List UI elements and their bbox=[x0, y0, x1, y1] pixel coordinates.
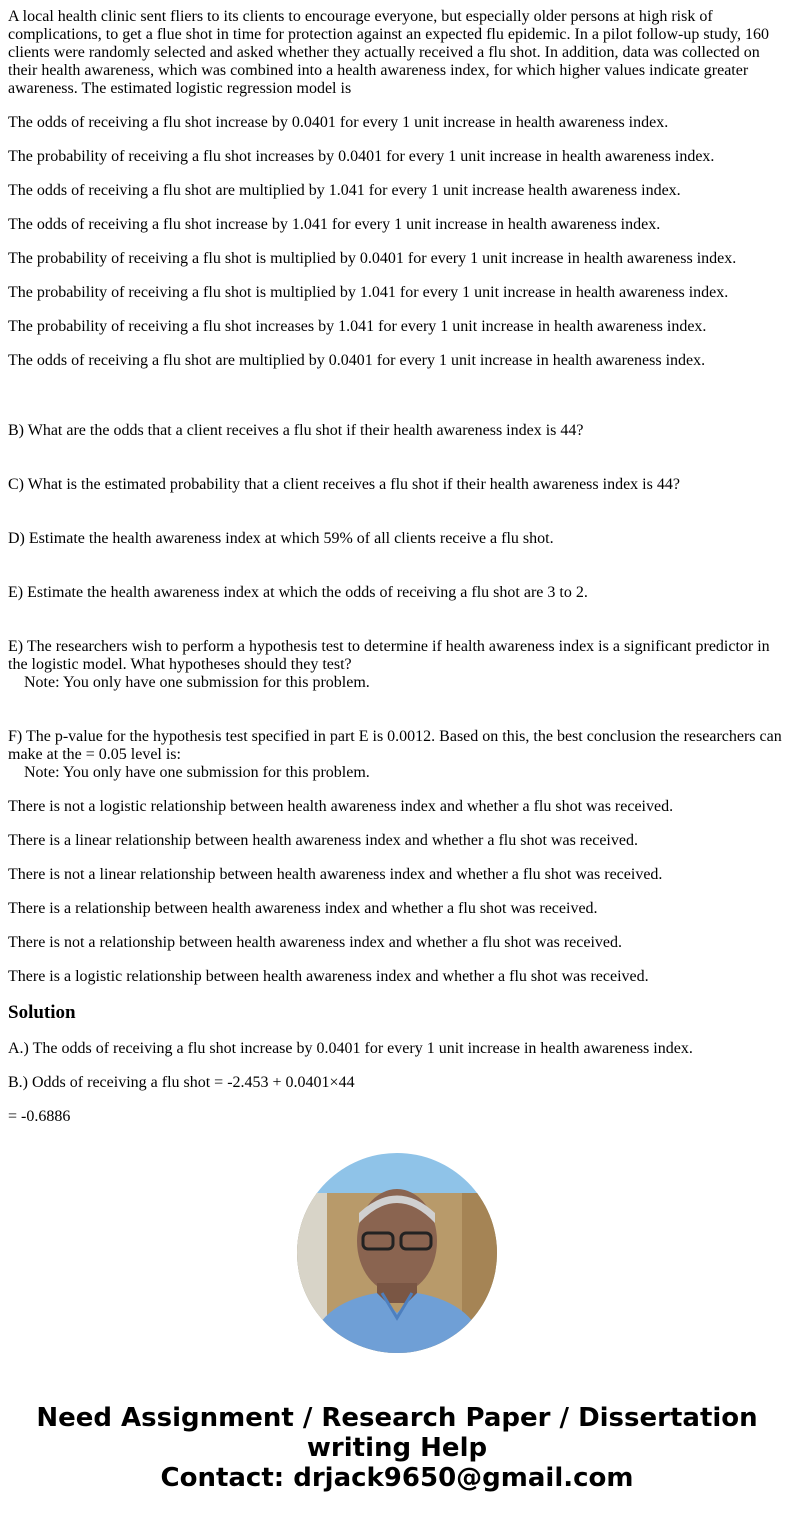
option-a7: The probability of receiving a flu shot increases by 1.041 for every 1 unit increase in health awareness index. bbox=[8, 318, 707, 335]
footer-banner bbox=[0, 1403, 794, 1493]
question-e2-note: Note: You only have one submission for this problem. bbox=[24, 674, 370, 691]
question-e1: E) Estimate the health awareness index at which the odds of receiving a flu shot are 3 to 2. bbox=[8, 584, 588, 601]
option-a8: The odds of receiving a flu shot are multiplied by 0.0401 for every 1 unit increase in health awareness index. bbox=[8, 352, 706, 369]
option-f6: There is a logistic relationship between health awareness index and whether a flu shot was received. bbox=[8, 968, 649, 985]
question-d: D) Estimate the health awareness index at which 59% of all clients receive a flu shot. bbox=[8, 530, 554, 547]
option-f5: There is not a relationship between health awareness index and whether a flu shot was received. bbox=[8, 934, 622, 951]
footer-help-text: Need Assignment / Research Paper / Dissertation writing Help bbox=[36, 1403, 758, 1463]
option-f1: There is not a logistic relationship between health awareness index and whether a flu shot was received. bbox=[8, 798, 674, 815]
footer-contact: Contact: drjack9650@gmail.com bbox=[160, 1463, 634, 1493]
option-a6: The probability of receiving a flu shot is multiplied by 1.041 for every 1 unit increase in health awareness index. bbox=[8, 284, 729, 301]
option-a5: The probability of receiving a flu shot is multiplied by 0.0401 for every 1 unit increase in health awareness index. bbox=[8, 250, 737, 267]
option-a1: The odds of receiving a flu shot increase by 0.0401 for every 1 unit increase in health awareness index. bbox=[8, 114, 669, 131]
solution-line-b: B.) Odds of receiving a flu shot = -2.453 + 0.0401×44 bbox=[8, 1074, 355, 1091]
document-content bbox=[8, 8, 786, 1122]
question-b: B) What are the odds that a client receives a flu shot if their health awareness index is 44? bbox=[8, 422, 584, 439]
intro-paragraph: A local health clinic sent fliers to its clients to encourage everyone, but especially older persons at high risk of complications, to get a flue shot in time for protection against an expected flu epidemic. In a pilot follow-up study, 160 clients were randomly selected and asked whether they actually received a flu shot. In addition, data was collected on their health awareness, which was combined into a health awareness index, for which higher values indicate greater awareness. The estimated logistic regression model is bbox=[8, 8, 769, 97]
solution-line-b-result: = -0.6886 bbox=[8, 1108, 71, 1122]
question-f-text: F) The p-value for the hypothesis test specified in part E is 0.0012. Based on this, the best conclusion the researchers can make at the = 0.05 level is: bbox=[8, 728, 782, 763]
question-f-note: Note: You only have one submission for this problem. bbox=[24, 764, 370, 781]
option-f4: There is a relationship between health awareness index and whether a flu shot was received. bbox=[8, 900, 598, 917]
option-f2: There is a linear relationship between health awareness index and whether a flu shot was received. bbox=[8, 832, 638, 849]
option-a4: The odds of receiving a flu shot increase by 1.041 for every 1 unit increase in health awareness index. bbox=[8, 216, 661, 233]
question-c: C) What is the estimated probability that a client receives a flu shot if their health awareness index is 44? bbox=[8, 476, 680, 493]
author-photo bbox=[297, 1153, 497, 1353]
question-f bbox=[8, 728, 786, 782]
option-a2: The probability of receiving a flu shot increases by 0.0401 for every 1 unit increase in health awareness index. bbox=[8, 148, 715, 165]
solution-line-a: A.) The odds of receiving a flu shot increase by 0.0401 for every 1 unit increase in health awareness index. bbox=[8, 1040, 693, 1057]
solution-heading: Solution bbox=[8, 1002, 76, 1023]
option-f3: There is not a linear relationship between health awareness index and whether a flu shot was received. bbox=[8, 866, 663, 883]
question-e2-text: E) The researchers wish to perform a hypothesis test to determine if health awareness index is a significant predictor in the logistic model. What hypotheses should they test? bbox=[8, 638, 770, 673]
question-e2 bbox=[8, 638, 786, 692]
option-a3: The odds of receiving a flu shot are multiplied by 1.041 for every 1 unit increase health awareness index. bbox=[8, 182, 681, 199]
